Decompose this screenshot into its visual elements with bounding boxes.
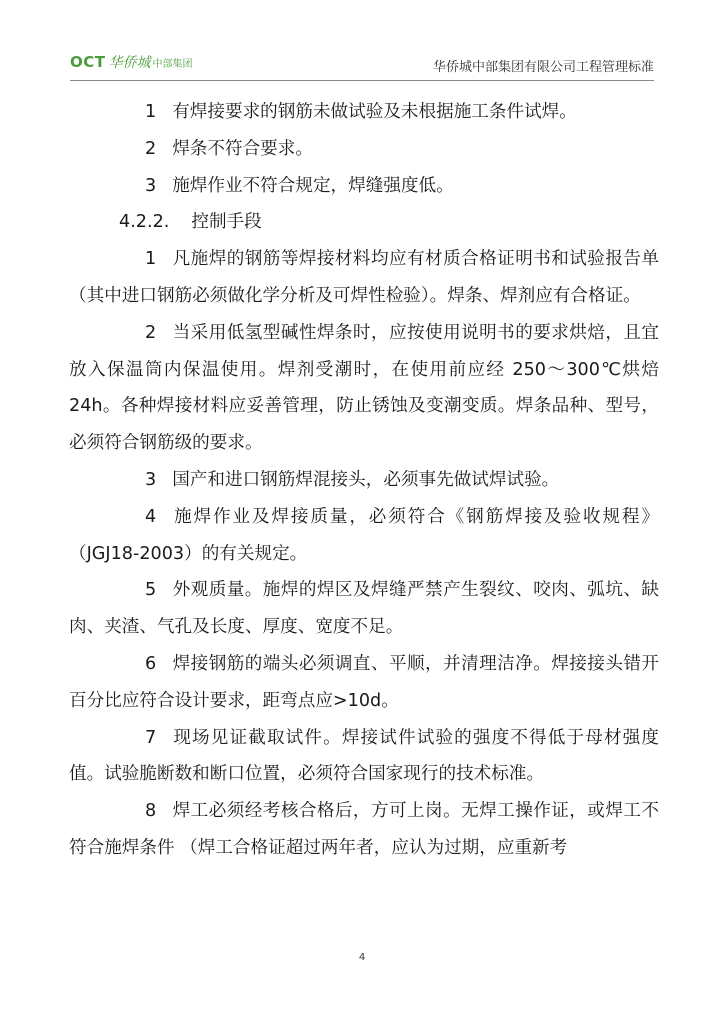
item-number: 2 [145, 138, 157, 159]
logo-oct-text: OCT [70, 53, 106, 71]
item-number: 3 [145, 175, 157, 196]
control-item-4 [69, 499, 659, 573]
item-text: 有焊接要求的钢筋未做试验及未根据施工条件试焊。 [172, 102, 577, 122]
item-text: 当采用低氢型碱性焊条时，应按使用说明书的要求烘焙，且宜放入保温筒内保温使用。焊剂受潮时，在使用前应经 250～300℃烘焙 24h。各种焊接材料应妥善管理，防止锈蚀及变潮变质。焊条品种、型号，必须符合钢筋级的要求。 [69, 322, 659, 454]
item-text: 凡施焊的钢筋等焊接材料均应有材质合格证明书和试验报告单（其中进口钢筋必须做化学分析及可焊性检验）。焊条、焊剂应有合格证。 [69, 249, 659, 306]
item-text: 焊工必须经考核合格后，方可上岗。无焊工操作证，或焊工不符合施焊条件 （焊工合格证超过两年者，应认为过期，应重新考 [69, 801, 659, 858]
control-item-8 [69, 793, 659, 867]
item-number: 3 [145, 469, 157, 490]
item-text: 现场见证截取试件。焊接试件试验的强度不得低于母材强度值。试验脆断数和断口位置，必须符合国家现行的技术标准。 [69, 727, 659, 785]
item-text: 施焊作业及焊接质量，必须符合《钢筋焊接及验收规程》（JGJ18-2003）的有关规定。 [69, 506, 659, 564]
item-number: 5 [145, 580, 157, 601]
control-item-5 [69, 572, 659, 646]
item-text: 施焊作业不符合规定，焊缝强度低。 [172, 175, 454, 196]
logo-sub-text: 中部集团 [152, 59, 193, 70]
item-text: 外观质量。施焊的焊区及焊缝严禁产生裂纹、咬肉、弧坑、缺肉、夹渣、气孔及长度、厚度、宽度不足。 [69, 580, 659, 638]
item-text: 焊条不符合要求。 [172, 138, 313, 159]
header-title: 华侨城中部集团有限公司工程管理标准 [432, 60, 654, 75]
page-number: 4 [358, 952, 366, 963]
logo-chinese-text: 华侨城 [108, 55, 151, 71]
control-item-6 [69, 646, 659, 720]
company-logo [70, 52, 193, 74]
control-item-2 [69, 315, 659, 462]
item-number: 7 [145, 727, 157, 748]
page-header [70, 52, 654, 78]
control-item-3 [69, 462, 659, 499]
problem-item-1 [69, 94, 659, 131]
item-number: 6 [145, 653, 157, 674]
control-item-1 [69, 241, 659, 315]
document-body [69, 94, 659, 867]
section-title: 控制手段 [191, 212, 262, 233]
header-divider [70, 80, 654, 81]
item-text: 焊接钢筋的端头必须调直、平顺，并清理洁净。焊接接头错开百分比应符合设计要求，距弯点应>10d。 [69, 653, 659, 711]
item-number: 8 [145, 801, 157, 822]
item-number: 2 [145, 322, 157, 343]
section-heading [69, 204, 659, 241]
section-number: 4.2.2. [119, 212, 170, 233]
problem-item-3 [69, 168, 659, 205]
problem-item-2 [69, 131, 659, 168]
control-item-7 [69, 720, 659, 794]
item-text: 国产和进口钢筋焊混接头，必须事先做试焊试验。 [172, 469, 560, 490]
item-number: 1 [145, 102, 157, 122]
item-number: 4 [145, 506, 157, 527]
item-number: 1 [145, 249, 157, 270]
